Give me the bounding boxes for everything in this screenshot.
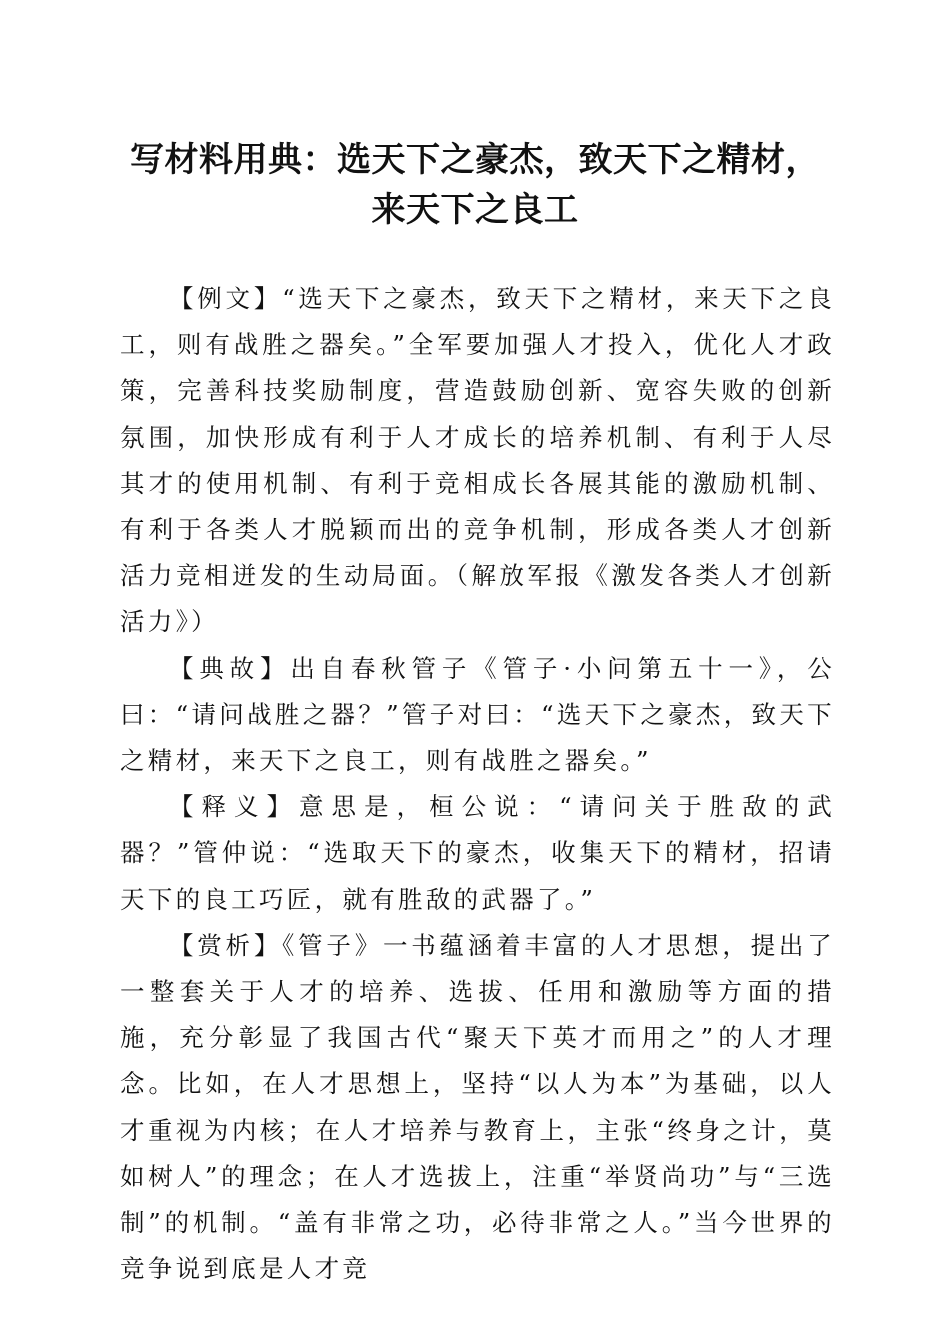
title-line-1: 写材料用典：选天下之豪杰，致天下之精材， <box>130 140 820 180</box>
paragraph-meaning <box>120 784 835 923</box>
paragraph-example <box>120 276 835 646</box>
paragraph-allusion <box>120 646 835 785</box>
paragraph-text: 《管子》一书蕴涵着丰富的人才思想，提出了一整套关于人才的培养、选拔、任用和激励等方面的措施，充分彰显了我国古代“聚天下英才而用之”的人才理念。比如，在人才思想上，坚持“以人为本”为基础，以人才重视为内核；在人才培养与教育上，主张“终身之计，莫如树人”的理念；在人才选拔上，注重“举贤尚功”与“三选制”的机制。“盖有非常之功，必待非常之人。”当今世界的竞争说到底是人才竞 <box>120 930 835 1284</box>
paragraph-tag: 【典故】 <box>169 653 291 683</box>
paragraph-tag: 【释义】 <box>169 792 300 822</box>
paragraph-tag: 【赏析】 <box>169 930 283 960</box>
document-title <box>100 135 850 235</box>
paragraph-tag: 【例文】 <box>169 284 283 313</box>
title-line-2: 来天下之良工 <box>371 190 579 230</box>
paragraph-text: 出自春秋管子《管子·小问第五十一》，公曰：“请问战胜之器？”管子对曰：“选天下之豪杰，致天下之精材，来天下之良工，则有战胜之器矣。” <box>120 653 835 776</box>
paragraph-text: 意思是，桓公说：“请问关于胜敌的武器？”管仲说：“选取天下的豪杰，收集天下的精材，招请天下的良工巧匠，就有胜敌的武器了。” <box>120 792 836 914</box>
paragraph-appreciation <box>120 923 835 1293</box>
document-body <box>120 276 835 1292</box>
paragraph-text: “选天下之豪杰，致天下之精材，来天下之良工，则有战胜之器矣。”全军要加强人才投入，优化人才政策，完善科技奖励制度，营造鼓励创新、宽容失败的创新氛围，加快形成有利于人才成长的培养机制、有利于人尽其才的使用机制、有利于竞相成长各展其能的激励机制、有利于各类人才脱颖而出的竞争机制，形成各类人才创新活力竞相迸发的生动局面。（解放军报《激发各类人才创新活力》） <box>120 284 835 637</box>
